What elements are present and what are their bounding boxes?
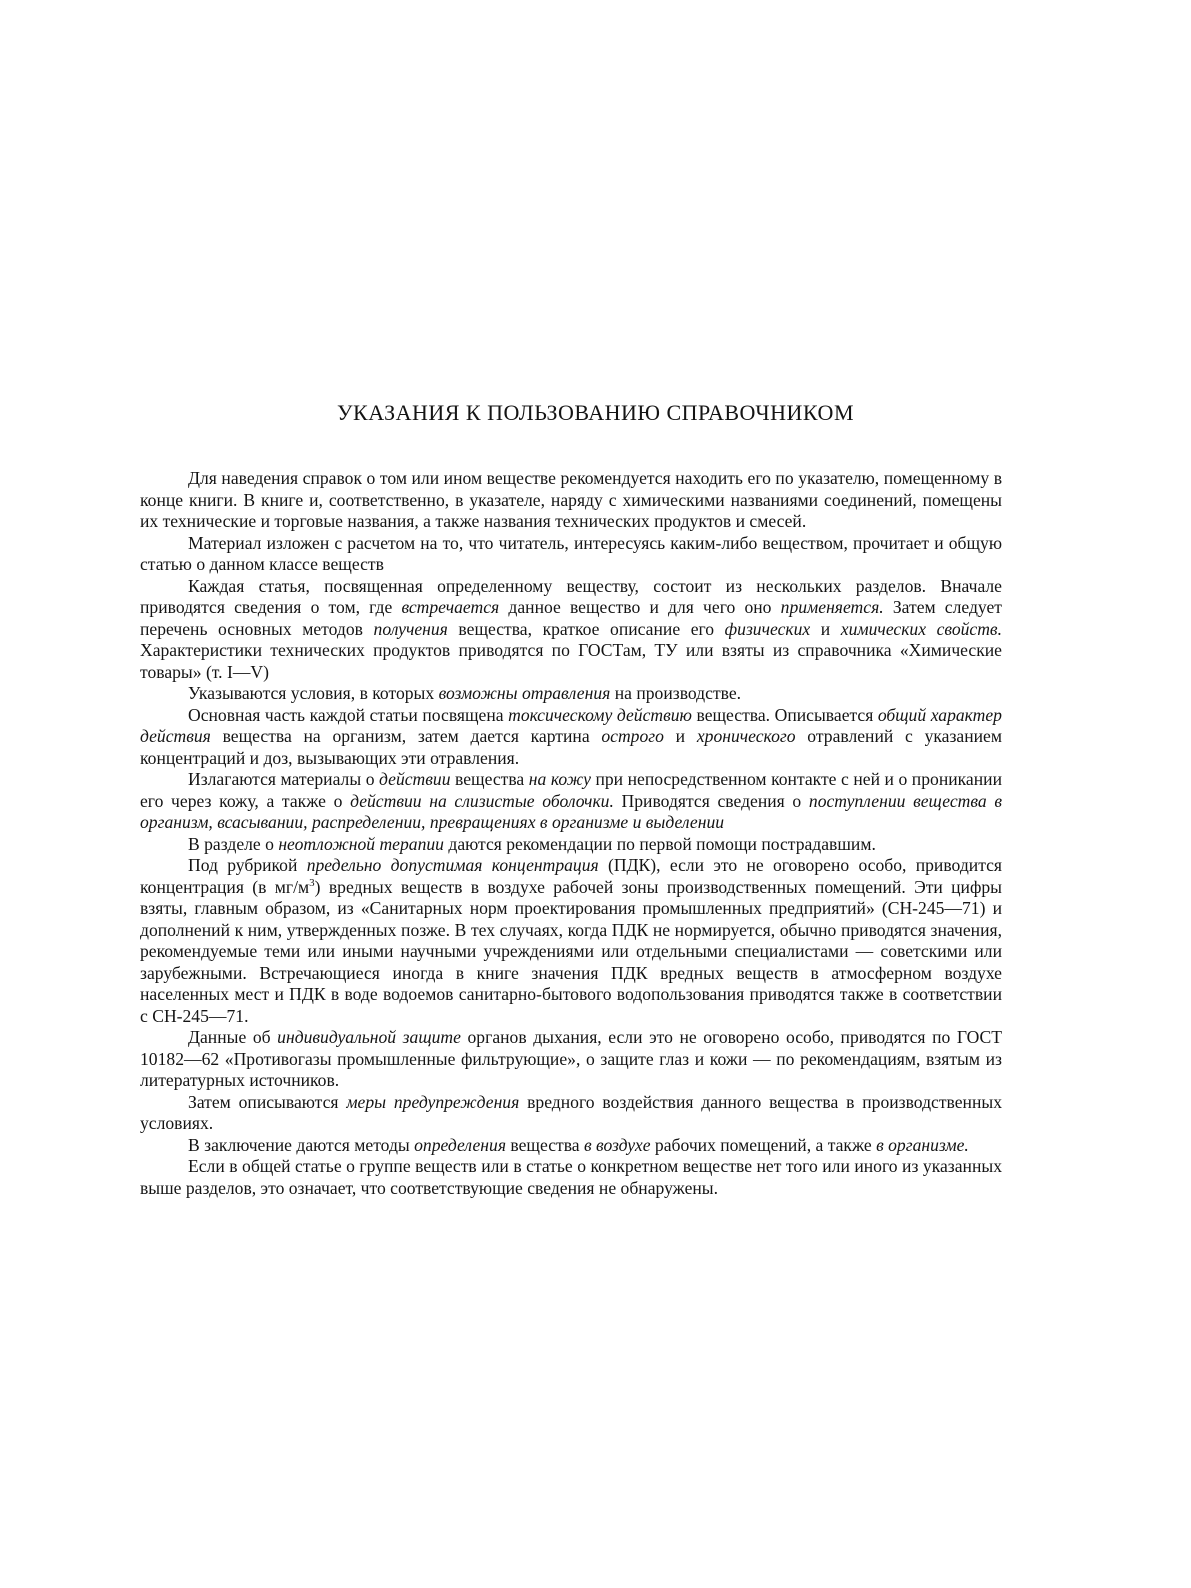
italic-term: встречается <box>401 597 500 617</box>
paragraph <box>140 769 1002 834</box>
text-run: В заключение даются методы <box>188 1134 415 1155</box>
paragraph <box>140 468 1002 533</box>
italic-term: в организме. <box>876 1134 969 1155</box>
text-run: вещества. Описывается <box>691 704 878 725</box>
paragraph <box>140 683 1002 705</box>
italic-term: возможны отравления <box>438 683 611 703</box>
body-text <box>140 468 1002 1199</box>
italic-term: индивидуальной защите <box>277 1027 461 1047</box>
italic-term: действии <box>379 769 451 789</box>
text-run: Указываются условия, в которых <box>188 683 439 703</box>
paragraph <box>140 1027 1002 1092</box>
text-run: вредного воздействия данного вещества в производственных условиях. <box>140 1091 1002 1133</box>
italic-term: хронического <box>696 726 796 746</box>
italic-term: поступлении вещества в организм, всасывании, распределении, превращениях в организме и выделении <box>140 790 1002 832</box>
text-run: на производстве. <box>610 683 742 703</box>
text-run: даются рекомендации по первой помощи пострадавшим. <box>443 833 876 854</box>
text-run: Затем следует перечень основных методов <box>140 597 1002 639</box>
text-run: Для наведения справок о том или ином веществе рекомендуется находить его по указателю, помещенному в конце книги. В книге и, соответственно, в указателе, наряду с химическими названиями соединений, помещены их технические и торговые названия, а также названия технических продуктов и смесей. <box>140 468 1002 531</box>
paragraph <box>140 533 1002 576</box>
text-run: (ПДК), если это не оговорено особо, приводится концентрация (в мг/м <box>140 855 1002 897</box>
text-run: Характеристики технических продуктов приводятся по ГОСТам, ТУ или взяты из справочника «Химические товары» (т. I—V) <box>140 640 1002 682</box>
italic-term: предельно допустимая концентрация <box>306 855 599 875</box>
text-run: вещества на организм, затем дается картина <box>210 726 602 746</box>
text-run: вещества, краткое описание его <box>447 618 725 639</box>
paragraph <box>140 834 1002 856</box>
italic-term: применяется. <box>780 597 884 617</box>
text-run: Основная часть каждой статьи посвящена <box>188 704 509 725</box>
text-run: отравлений с указанием концентраций и доз, вызывающих эти отравления. <box>140 726 1002 768</box>
text-run: и <box>663 726 697 746</box>
text-run: Материал изложен с расчетом на то, что читатель, интересуясь каким-либо веществом, прочитает и общую статью о данном классе веществ <box>140 532 1002 574</box>
italic-term: токсическому действию <box>508 704 692 725</box>
text-run: и <box>810 618 841 639</box>
text-run: В разделе о <box>188 833 279 854</box>
text-run: Излагаются материалы о <box>188 769 380 789</box>
superscript: 3 <box>309 876 315 889</box>
italic-term: в воздухе <box>584 1134 651 1155</box>
italic-term: острого <box>601 726 664 746</box>
italic-term: физических <box>724 618 811 639</box>
paragraph <box>140 1092 1002 1135</box>
text-run: Затем описываются <box>188 1091 347 1112</box>
text-run: вещества <box>450 769 529 789</box>
text-run: Под рубрикой <box>188 855 307 875</box>
text-run: Приводятся сведения о <box>613 790 809 811</box>
paragraph <box>140 855 1002 1027</box>
italic-term: получения <box>373 618 448 639</box>
text-run: рабочих помещений, а также <box>650 1134 877 1155</box>
paragraph <box>140 1156 1002 1199</box>
italic-term: неотложной терапии <box>278 833 444 854</box>
italic-term: меры предупреждения <box>346 1091 520 1112</box>
italic-term: действии на слизистые оболочки. <box>350 790 614 811</box>
text-run: ) вредных веществ в воздухе рабочей зоны производственных помещений. Эти цифры взяты, главным образом, из «Санитарных норм проектирования промышленных предприятий» (СН-245—71) и дополнений к ним, утвержденных позже. В тех случаях, когда ПДК не нормируется, обычно приводятся значения, рекомендуемые теми или иными научными учреждениями или отдельными специалистами — советскими или зарубежными. Встречающиеся иногда в книге значения ПДК вредных веществ в атмосферном воздухе населенных мест и ПДК в воде водоемов санитарно-бытового водопользования приводятся также в соответствии с СН-245—71. <box>140 876 1002 1026</box>
italic-term: химических свойств. <box>840 618 1002 639</box>
paragraph <box>140 576 1002 684</box>
paragraph <box>140 1135 1002 1157</box>
text-run: Если в общей статье о группе веществ или в статье о конкретном веществе нет того или иного из указанных выше разделов, это означает, что соответствующие сведения не обнаружены. <box>140 1156 1002 1198</box>
text-run: органов дыхания, если это не оговорено особо, приводятся по ГОСТ 10182—62 «Противогазы промышленные фильтрующие», о защите глаз и кожи — по рекомендациям, взятым из литературных источников. <box>140 1027 1002 1090</box>
text-run: вещества <box>506 1134 584 1155</box>
text-run: данное вещество и для чего оно <box>499 597 781 617</box>
paragraph <box>140 705 1002 770</box>
text-run: Данные об <box>188 1027 278 1047</box>
italic-term: общий характер действия <box>140 704 1002 746</box>
italic-term: на кожу <box>528 769 591 789</box>
text-run: при непосредственном контакте с ней и о проникании его через кожу, а также о <box>140 769 1002 811</box>
page-title: УКАЗАНИЯ К ПОЛЬЗОВАНИЮ СПРАВОЧНИКОМ <box>336 400 855 425</box>
text-run: Каждая статья, посвященная определенному веществу, состоит из нескольких разделов. Вначале приводятся сведения о том, где <box>140 575 1002 617</box>
italic-term: определения <box>414 1134 506 1155</box>
